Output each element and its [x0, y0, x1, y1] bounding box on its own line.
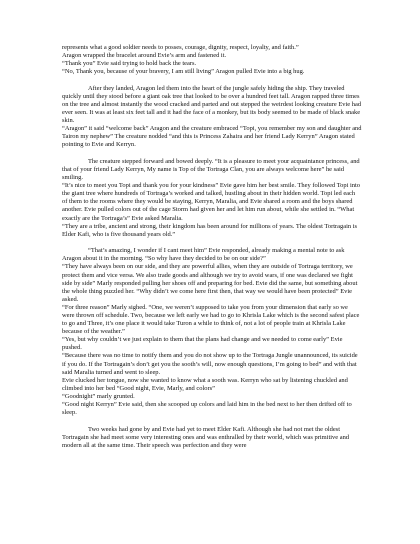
- paragraph: “They are a tribe, ancient and strong, their kingdom has been around for millions of years. The oldest Tortragain is Elder Kafi, who is five thousand years old.”: [62, 222, 357, 238]
- paragraph: “Goodnight” marly grunted.: [62, 392, 135, 400]
- paragraph: “Good night Kerryn” Evie said, then she scooped up colors and laid him in the bed next to her then drifted off to sleep.: [62, 401, 352, 417]
- paragraph: “Thank you” Evie said trying to hold back the tears.: [62, 60, 197, 68]
- paragraph: “No, Thank you, because of your bravery, I am still living” Aragon pulled Evie into a big hug.: [62, 68, 305, 76]
- paragraph: After they landed, Aragon led them into the heart of the jungle safely hiding the ship. They traveled quickly until they stood before a giant oak tree that looked to be over a hundred feet tall. Aragon rapped three times on the tree and almost instantly the wood cracked and parted and out stepped the weirdest looking creature Evie had ever seen. It was at least six feet tall and it had the face of a monkey, but its body seemed to be made of black snake skin.: [62, 84, 362, 125]
- paragraph: Evie clucked her tongue, now she wanted to know what a sooth was. Kerryn who sat by listening chuckled and climbed into her bed “Good night, Evie, Marly, and colors”: [62, 376, 348, 392]
- paragraph: “For three reason” Marly sighed. “One, we weren’t supposed to take you from your dimension that early so we were thrown off schedule. Two, because we left early we had to go to Khrisla Lake which is the second safest place to go and Three, it’s one place it would take Turon a while to think of, not a lot of people train at Khrisla Lake because of the weather.”: [62, 303, 360, 336]
- paragraph: Two weeks had gone by and Evie had yet to meet Elder Kafi. Although she had not met the oldest Tortragain she had meet some very interesting ones and was enthralled by their world, which was primitive and modern all at the same time. Their speech was perfection and they were: [62, 425, 350, 449]
- body-text: [62, 44, 362, 450]
- paragraph: Aragon wrapped the bracelet around Evie’s arm and fastened it.: [62, 52, 227, 60]
- paragraph: “Because there was no time to notify them and you do not show up to the Tortraga Jungle unannounced, its suicide if you do. If the Tortragain’s don’t get you the sooth’s will, now enough questions, I’m going to bed” and with that said Maralia turned and went to sleep.: [62, 352, 358, 376]
- paragraph: “Yes, but why couldn’t we just explain to them that the plans had change and we needed to come early” Evie pushed.: [62, 336, 343, 352]
- paragraph: represents what a good soldier needs to posses, courage, dignity, respect, loyalty, and faith.”: [62, 44, 299, 51]
- paragraph: The creature stepped forward and bowed deeply. “It is a pleasure to meet your acquaintance princess, and that of your friend Lady Kerryn, My name is Top of the Tortraga Clan, you are always welcome here” he said smiling.: [62, 157, 360, 182]
- paragraph: “They have always been on our side, and they are powerful allies, when they are outside of Tortraga territory, we protect them and vice versa. We also trade goods and although we try to avoid wars, if one was declared we fight side by side” Marly responded pulling her shoes off and preparing for bed. Evie did the same, but something about the whole thing puzzled her. “Why didn’t we come here first then, that way we would have been protected” Evie asked.: [62, 263, 358, 303]
- paragraph: “It’s nice to meet you Topi and thank you for your kindness” Evie gave him her best smile. They followed Topi into the giant tree where hundreds of Tortraga’s worked and talked, hustling about in their hidden world. Topi led each of them to the rooms where they would be staying, Kerryn, Maralia, and Evie shared a room and the boys shared another. Evie pulled colors out of the cage Storm had given her and let him run about, while she settled in. “What exactly are the Tortraga’s” Evie asked Maralia.: [62, 182, 361, 222]
- paragraph: “That’s amazing, I wonder if I cant meet him” Evie responded, already making a mental note to ask Aragon about it in the morning. “So why have they decided to be on our side?”: [62, 247, 345, 263]
- paragraph: “Aragon” it said “welcome back” Aragon and the creature embraced “Topi, you remember my son and daughter and Tairon my nephew” The creature nodded “and this is Princess Zahaira and her friend Lady Kerryn” Aragon stated pointing to Evie and Kerryn.: [62, 125, 362, 149]
